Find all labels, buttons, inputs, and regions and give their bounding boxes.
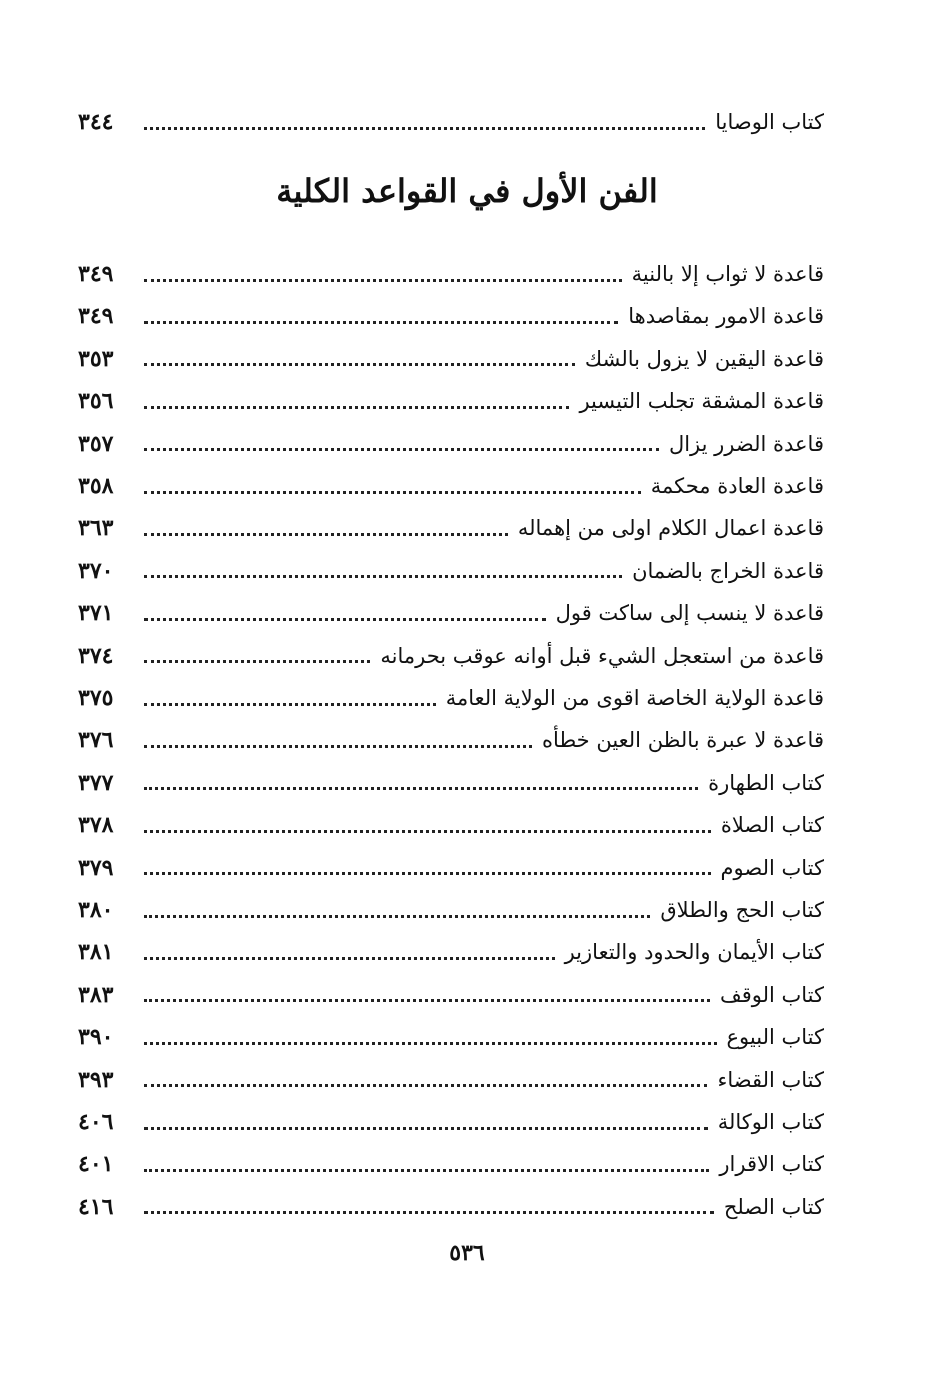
toc-entry-page: ٣٦٣ bbox=[78, 515, 114, 542]
toc-entry bbox=[78, 975, 824, 1015]
dot-leader bbox=[144, 127, 705, 130]
toc-entry-title: كتاب البيوع bbox=[726, 1025, 824, 1050]
toc-entry-page: ٣٨١ bbox=[78, 939, 114, 966]
toc-entry bbox=[78, 1102, 824, 1142]
toc-entry bbox=[78, 296, 824, 336]
dot-leader bbox=[144, 448, 659, 451]
dot-leader bbox=[144, 491, 641, 494]
toc-entry bbox=[78, 1017, 824, 1057]
toc-entry bbox=[78, 932, 824, 972]
dot-leader bbox=[144, 872, 711, 875]
dot-leader bbox=[144, 915, 650, 918]
dot-leader bbox=[144, 745, 532, 748]
toc-entry bbox=[78, 720, 824, 760]
toc-entry-title: قاعدة العادة محكمة bbox=[650, 474, 824, 498]
toc-entry-title: كتاب الوكالة bbox=[717, 1110, 824, 1134]
toc-entry-title: كتاب الوقف bbox=[719, 982, 824, 1007]
toc-entry-title: قاعدة لا ينسب إلى ساكت قول bbox=[555, 601, 824, 626]
toc-entry-page: ٣٥٧ bbox=[78, 430, 114, 457]
dot-leader bbox=[144, 618, 546, 621]
toc-entry bbox=[78, 678, 824, 718]
toc-entry-page: ٣٥٣ bbox=[78, 345, 114, 372]
dot-leader bbox=[144, 957, 555, 960]
toc-entry-page: ٣٤٤ bbox=[78, 109, 114, 135]
toc-entry bbox=[78, 763, 824, 803]
dot-leader bbox=[144, 321, 618, 324]
dot-leader bbox=[144, 533, 508, 536]
toc-entry-title: كتاب الوصايا bbox=[715, 110, 824, 134]
toc-entry bbox=[78, 593, 824, 633]
toc-entry-page: ٣٨٣ bbox=[78, 981, 114, 1008]
toc-entry-title: قاعدة اليقين لا يزول بالشك bbox=[584, 346, 824, 371]
toc-entry-title: كتاب الاقرار bbox=[719, 1152, 824, 1177]
dot-leader bbox=[144, 999, 710, 1002]
toc-entry bbox=[78, 339, 824, 379]
dot-leader bbox=[144, 1169, 709, 1172]
toc-entry-title: قاعدة من استعجل الشيء قبل أوانه عوقب بحرمانه bbox=[380, 643, 824, 668]
toc-entry-page: ٤٠١ bbox=[78, 1151, 114, 1178]
toc-entry bbox=[78, 805, 824, 845]
dot-leader bbox=[144, 830, 711, 833]
toc-entry bbox=[78, 424, 824, 464]
toc-entry-title: كتاب الأيمان والحدود والتعازير bbox=[564, 940, 824, 965]
toc-entry-title: كتاب الحج والطلاق bbox=[660, 898, 824, 922]
toc-entry bbox=[78, 1060, 824, 1100]
toc-entry-page: ٣٤٩ bbox=[78, 303, 114, 330]
toc-entry-page: ٣٧٨ bbox=[78, 812, 114, 839]
dot-leader bbox=[144, 1211, 714, 1214]
toc-entry-title: قاعدة اعمال الكلام اولى من إهماله bbox=[517, 516, 824, 541]
toc-entry-title: قاعدة الخراج بالضمان bbox=[632, 558, 824, 583]
toc-entry bbox=[78, 381, 824, 421]
toc-entry bbox=[78, 636, 824, 676]
dot-leader bbox=[144, 279, 622, 282]
toc-entry-page: ٣٩٠ bbox=[78, 1024, 114, 1051]
toc-entry-page: ٣٥٦ bbox=[78, 388, 114, 415]
section-heading: الفن الأول في القواعد الكلية bbox=[276, 172, 658, 210]
toc-entry-title: قاعدة الولاية الخاصة اقوى من الولاية العامة bbox=[445, 686, 824, 710]
toc-entry-page: ٣٩٣ bbox=[78, 1066, 114, 1093]
toc-entry-title: قاعدة الضرر يزال bbox=[668, 431, 824, 456]
dot-leader bbox=[144, 575, 622, 578]
toc-entry-page: ٣٧٤ bbox=[78, 642, 114, 669]
toc-entry bbox=[78, 890, 824, 930]
toc-entry-title: قاعدة لا عبرة بالظن العين خطأه bbox=[542, 728, 824, 753]
toc-entry-title: قاعدة لا ثواب إلا بالنية bbox=[631, 262, 824, 286]
toc-entry-page: ٣٧١ bbox=[78, 600, 114, 627]
toc-entry-title: كتاب الصلح bbox=[723, 1194, 824, 1219]
toc-entry bbox=[78, 1144, 824, 1184]
toc-entry bbox=[78, 1187, 824, 1227]
toc-entry-page: ٣٧٠ bbox=[78, 557, 114, 584]
dot-leader bbox=[144, 787, 698, 790]
dot-leader bbox=[144, 1127, 708, 1130]
toc-entry bbox=[78, 848, 824, 888]
toc-entry-page: ٣٧٩ bbox=[78, 854, 114, 881]
toc-entry bbox=[78, 254, 824, 294]
toc-entry-page: ٣٧٦ bbox=[78, 727, 114, 754]
toc-entry-page: ٣٧٥ bbox=[78, 685, 114, 711]
dot-leader bbox=[144, 363, 575, 366]
toc-entry bbox=[78, 508, 824, 548]
toc-entry-page: ٣٥٨ bbox=[78, 473, 114, 499]
dot-leader bbox=[144, 1084, 707, 1087]
toc-entry-title: قاعدة الامور بمقاصدها bbox=[628, 304, 824, 329]
toc-entry bbox=[78, 551, 824, 591]
toc-entry-title: قاعدة المشقة تجلب التيسير bbox=[579, 389, 824, 414]
toc-entry-page: ٣٤٩ bbox=[78, 261, 114, 287]
toc-entry-title: كتاب القضاء bbox=[717, 1067, 824, 1092]
dot-leader bbox=[144, 660, 370, 663]
page-number: ٥٣٦ bbox=[449, 1240, 485, 1266]
dot-leader bbox=[144, 1042, 717, 1045]
toc-entry-title: كتاب الصوم bbox=[720, 855, 824, 880]
toc-entry bbox=[78, 466, 824, 506]
toc-entry-title: كتاب الصلاة bbox=[720, 813, 824, 838]
toc-entry-page: ٤١٦ bbox=[78, 1193, 114, 1220]
toc-entry-page: ٤٠٦ bbox=[78, 1109, 114, 1135]
toc-entry-top bbox=[78, 102, 824, 142]
toc-entry-page: ٣٧٧ bbox=[78, 769, 114, 796]
dot-leader bbox=[144, 406, 569, 409]
toc-entry-title: كتاب الطهارة bbox=[708, 770, 824, 795]
dot-leader bbox=[144, 703, 436, 706]
toc-entry-page: ٣٨٠ bbox=[78, 897, 114, 923]
